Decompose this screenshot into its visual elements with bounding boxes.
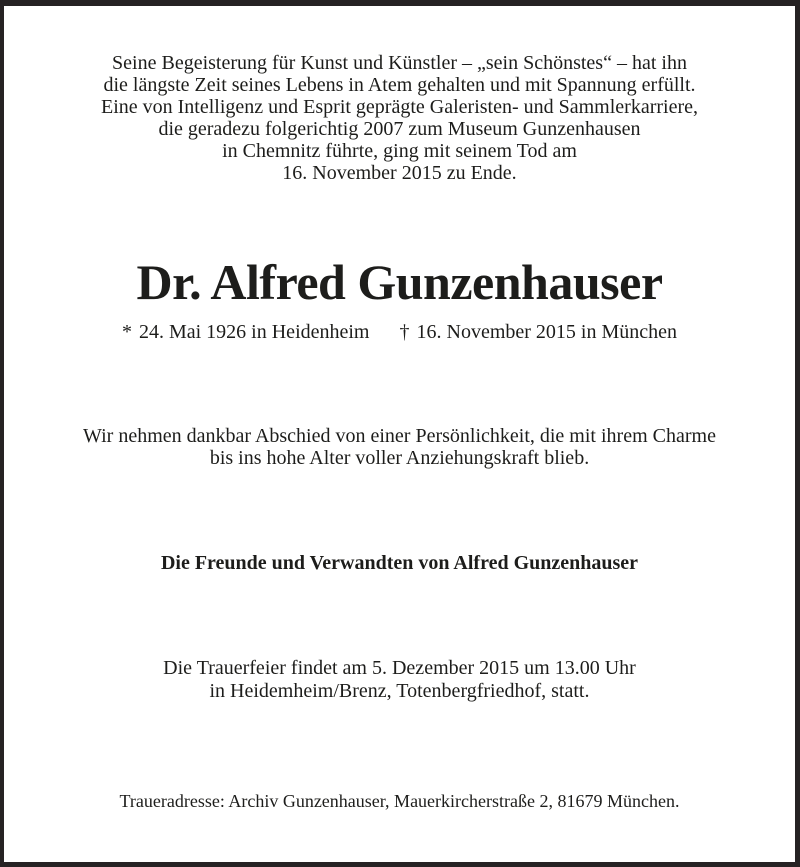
intro-line: die geradezu folgerichtig 2007 zum Museum Gunzenhausen	[158, 118, 641, 140]
intro-line: die längste Zeit seines Lebens in Atem gehalten und mit Spannung erfüllt.	[103, 74, 696, 96]
death-date	[400, 320, 678, 344]
farewell-line: bis ins hohe Alter voller Anziehungskraft blieb.	[209, 447, 590, 469]
intro-paragraph	[4, 52, 795, 184]
deceased-name: Dr. Alfred Gunzenhauser	[136, 254, 663, 310]
birth-date-text: 24. Mai 1926 in Heidenheim	[138, 321, 370, 343]
death-cross-symbol: †	[399, 321, 410, 343]
intro-line: Eine von Intelligenz und Esprit geprägte Galeristen- und Sammlerkarriere,	[100, 96, 698, 118]
ceremony-line: Die Trauerfeier findet am 5. Dezember 2015 um 13.00 Uhr	[163, 657, 636, 679]
farewell-paragraph	[4, 425, 795, 469]
birth-star-symbol: *	[121, 321, 132, 343]
birth-date	[122, 320, 370, 344]
intro-line: 16. November 2015 zu Ende.	[282, 162, 517, 184]
ceremony-line: in Heidemheim/Brenz, Totenbergfriedhof, statt.	[209, 680, 590, 702]
ceremony-paragraph	[4, 657, 795, 703]
intro-line: Seine Begeisterung für Kunst und Künstler – „sein Schönstes“ – hat ihn	[112, 52, 687, 74]
mourners-line: Die Freunde und Verwandten von Alfred Gunzenhauser	[160, 552, 639, 574]
death-date-text: 16. November 2015 in München	[416, 321, 678, 343]
life-dates	[4, 320, 795, 344]
mourning-address-line: Traueradresse: Archiv Gunzenhauser, Mauerkircherstraße 2, 81679 München.	[119, 791, 680, 811]
farewell-line: Wir nehmen dankbar Abschied von einer Persönlichkeit, die mit ihrem Charme	[83, 425, 716, 447]
intro-line: in Chemnitz führte, ging mit seinem Tod am	[222, 140, 577, 162]
